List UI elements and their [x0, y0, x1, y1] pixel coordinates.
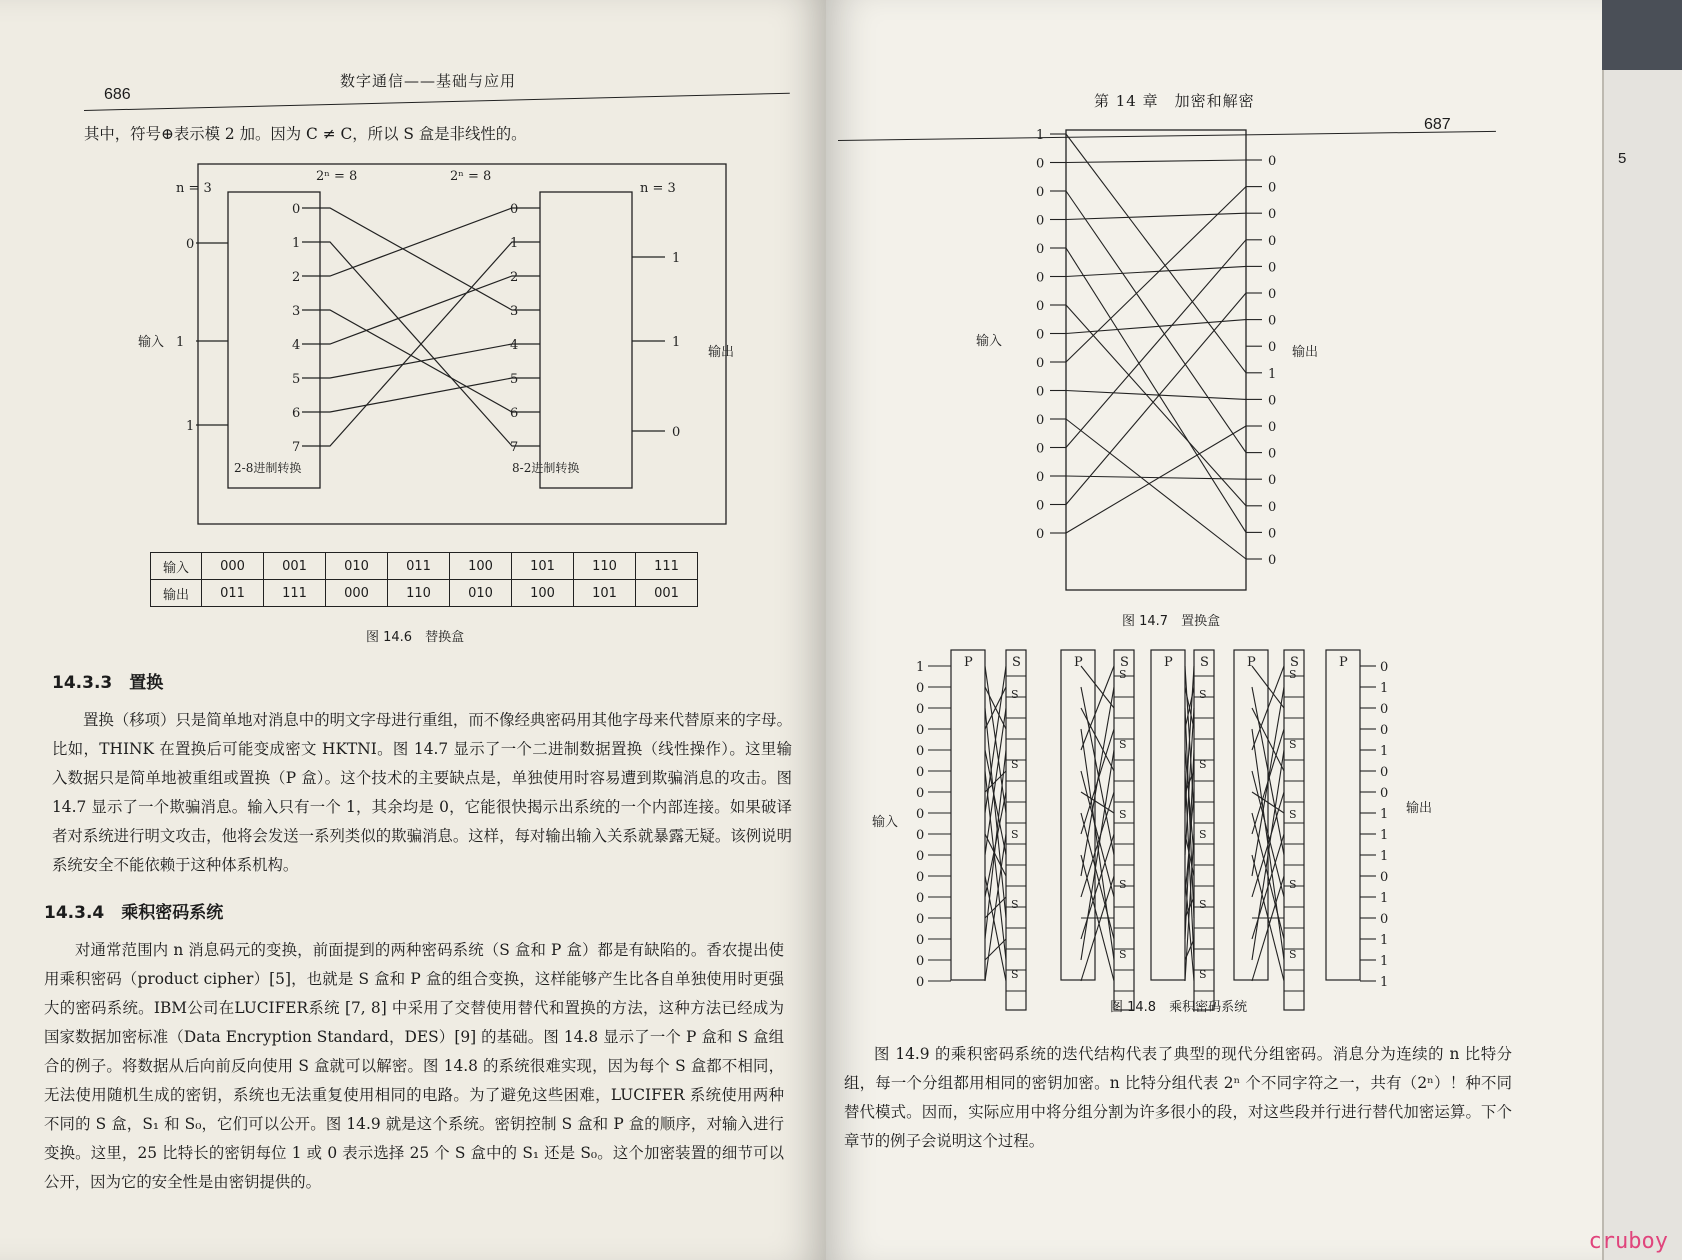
right-port-label: 6 — [510, 406, 519, 421]
s-box-label: S — [1199, 898, 1207, 911]
n-right-label: n = 3 — [640, 181, 676, 196]
output-bit: 0 — [1268, 473, 1277, 489]
output-bit: 1 — [1380, 828, 1389, 843]
table-cell: 010 — [450, 580, 512, 607]
input-bit: 0 — [916, 702, 925, 717]
n-left-label: n = 3 — [176, 181, 212, 196]
fig-14-6-sbox-diagram — [120, 150, 760, 550]
input-bit: 0 — [1036, 527, 1045, 542]
table-cell: 001 — [636, 580, 698, 607]
fig-14-6-caption: 图 14.6 替换盒 — [366, 630, 465, 645]
s-box-label: S — [1119, 668, 1127, 681]
input-bit: 1 — [186, 419, 195, 434]
right-port-label: 5 — [510, 372, 519, 387]
output-bit: 0 — [1268, 446, 1277, 462]
table-cell: 101 — [574, 580, 636, 607]
s-box-label: S — [1011, 828, 1019, 841]
output-bit: 0 — [1268, 420, 1277, 435]
stage-label: P — [1247, 655, 1256, 670]
page-number: 686 — [104, 86, 131, 103]
p-box — [1151, 650, 1185, 980]
left-port-label: 6 — [292, 406, 301, 421]
p-box — [1061, 650, 1095, 980]
stage-label: P — [964, 655, 973, 670]
cipher-wire — [1081, 666, 1114, 708]
cipher-wire — [985, 771, 1006, 960]
fig-14-8-caption: 图 14.8 乘积密码系统 — [1110, 1000, 1248, 1015]
output-bit: 1 — [672, 251, 681, 266]
output-bit: 0 — [1380, 870, 1389, 885]
permutation-wire — [1066, 213, 1246, 219]
stage-label: S — [1200, 655, 1209, 670]
left-port-label: 0 — [292, 202, 301, 217]
input-label: 输入 — [872, 815, 899, 830]
s-box-label: S — [1119, 878, 1127, 891]
two-n-left-label: 2ⁿ = 8 — [316, 169, 358, 184]
output-bit: 1 — [1380, 744, 1389, 759]
input-bit: 0 — [1036, 356, 1045, 371]
input-bit: 0 — [1036, 156, 1045, 172]
input-label: 输入 — [976, 334, 1003, 349]
p-box — [951, 650, 985, 980]
two-n-right-label: 2ⁿ = 8 — [450, 169, 492, 184]
permutation-wire — [1066, 293, 1246, 505]
input-bit: 0 — [916, 744, 925, 759]
s-box-label: S — [1289, 878, 1297, 891]
s-box-label: S — [1289, 948, 1297, 961]
input-bit: 1 — [1036, 128, 1045, 143]
input-bit: 1 — [176, 335, 185, 350]
left-port-label: 7 — [292, 440, 301, 455]
box-8-to-2 — [540, 192, 632, 488]
output-bit: 0 — [1268, 154, 1277, 169]
edge-page-number: 5 — [1618, 150, 1627, 167]
output-bit: 0 — [1268, 553, 1277, 568]
header-rule — [84, 93, 790, 111]
output-bit: 0 — [1268, 180, 1277, 196]
input-bit: 0 — [1036, 213, 1045, 229]
input-bit: 0 — [1036, 498, 1045, 514]
substitution-wire — [302, 378, 540, 412]
input-bit: 0 — [186, 237, 195, 252]
output-bit: 1 — [1380, 954, 1389, 969]
s-box-label: S — [1199, 828, 1207, 841]
input-bit: 0 — [1036, 299, 1045, 314]
input-bit: 0 — [1036, 270, 1045, 286]
pbox-frame — [1066, 130, 1246, 590]
s-box-label: S — [1199, 968, 1207, 981]
input-bit: 0 — [916, 954, 925, 969]
s-box-label: S — [1011, 898, 1019, 911]
output-bit: 0 — [1268, 233, 1277, 249]
input-bit: 0 — [916, 870, 925, 885]
cipher-wire — [1081, 792, 1114, 813]
output-label: 输出 — [708, 345, 735, 360]
right-port-label: 4 — [510, 338, 519, 353]
input-bit: 1 — [916, 660, 925, 675]
section-heading-14-3-3: 14.3.3 置换 — [52, 673, 164, 693]
table-cell: 100 — [450, 553, 512, 580]
stage-label: P — [1074, 655, 1083, 670]
s-box-label: S — [1289, 668, 1297, 681]
permutation-wire — [1066, 187, 1246, 362]
input-bit: 0 — [1036, 242, 1045, 257]
table-cell: 010 — [326, 553, 388, 580]
page-number: 687 — [1424, 116, 1451, 133]
substitution-wire — [302, 344, 540, 378]
table-cell: 100 — [512, 580, 574, 607]
output-bit: 0 — [1380, 786, 1389, 801]
fig-14-7-caption: 图 14.7 置换盒 — [1122, 614, 1221, 629]
output-bit: 1 — [1380, 849, 1389, 864]
right-port-label: 1 — [510, 236, 519, 251]
s-box-label: S — [1011, 758, 1019, 771]
table-cell: 110 — [388, 580, 450, 607]
stage-label: S — [1120, 655, 1129, 670]
output-bit: 1 — [1380, 807, 1389, 822]
substitution-wire — [302, 208, 540, 310]
box-2-to-8 — [228, 192, 320, 488]
watermark: cruboy — [1588, 1229, 1668, 1254]
right-port-label: 7 — [510, 440, 519, 455]
right-page — [826, 0, 1602, 1260]
output-bit: 0 — [1268, 207, 1277, 223]
output-bit: 0 — [1380, 702, 1389, 717]
output-bit: 0 — [1380, 912, 1389, 927]
table-cell: 111 — [264, 580, 326, 607]
output-bit: 0 — [1268, 393, 1277, 409]
input-bit: 0 — [1036, 384, 1045, 400]
stage-label: P — [1339, 655, 1348, 670]
input-bit: 0 — [1036, 185, 1045, 200]
left-port-label: 4 — [292, 338, 301, 353]
output-bit: 1 — [1380, 933, 1389, 948]
input-bit: 0 — [916, 681, 925, 696]
output-bit: 1 — [1268, 366, 1277, 382]
output-bit: 0 — [1268, 313, 1277, 329]
input-bit: 0 — [916, 786, 925, 801]
output-bit: 0 — [1268, 499, 1277, 515]
table-row-input — [151, 553, 698, 580]
section-heading-14-3-4: 14.3.4 乘积密码系统 — [44, 903, 224, 923]
output-bit: 0 — [1268, 260, 1277, 276]
input-bit: 0 — [916, 807, 925, 822]
table-cell: 111 — [636, 553, 698, 580]
table-cell: 011 — [388, 553, 450, 580]
table-cell: 110 — [574, 553, 636, 580]
s-box-label: S — [1289, 738, 1297, 751]
input-bit: 0 — [916, 828, 925, 843]
left-port-label: 2 — [292, 270, 301, 285]
output-bit: 0 — [1268, 526, 1277, 542]
table-cell: 001 — [264, 553, 326, 580]
table-cell: 000 — [326, 580, 388, 607]
input-label: 输入 — [138, 335, 165, 350]
table-cell: 101 — [512, 553, 574, 580]
running-head: 数字通信——基础与应用 — [340, 72, 517, 90]
input-bit: 0 — [1036, 470, 1045, 485]
output-bit: 1 — [672, 335, 681, 350]
output-bit: 1 — [1380, 975, 1389, 990]
s-box-label: S — [1011, 688, 1019, 701]
body-paragraph: 图 14.9 的乘积密码系统的迭代结构代表了典型的现代分组密码。消息分为连续的 n 比特分组，每一个分组都用相同的密钥加密。n 比特分组代表 2ⁿ 个不同字符之一，共有（2ⁿ）！种不同替代模式。因而，实际应用中将分组分割为许多很小的段，对这些段并行进行替代加密运算。下个章节的例子会说明这个过程。 — [844, 1045, 1512, 1150]
output-bit: 0 — [1380, 723, 1389, 738]
output-bit: 0 — [1268, 340, 1277, 356]
intro-line: 其中，符号⊕表示模 2 加。因为 C ≠ C，所以 S 盒是非线性的。 — [84, 125, 527, 143]
input-bit: 0 — [916, 975, 925, 990]
permutation-wire — [1066, 248, 1246, 532]
input-bit: 0 — [1036, 413, 1045, 428]
input-bit: 0 — [916, 912, 925, 927]
stage-label: S — [1012, 655, 1021, 670]
permutation-wire — [1066, 426, 1246, 533]
fig-14-8-product-cipher-diagram — [872, 636, 1456, 1016]
substitution-wire — [302, 208, 540, 276]
next-page-edge — [1602, 70, 1682, 1260]
output-bit: 0 — [1268, 287, 1277, 302]
output-bit: 1 — [1380, 681, 1389, 696]
input-bit: 0 — [916, 849, 925, 864]
input-bit: 0 — [916, 891, 925, 906]
permutation-wire — [1066, 134, 1246, 373]
output-bit: 1 — [1380, 891, 1389, 906]
right-port-label: 2 — [510, 270, 519, 285]
permutation-wire — [1066, 160, 1246, 163]
output-label: 输出 — [1406, 801, 1433, 816]
sbox-mapping-table — [150, 552, 698, 607]
table-cell: 011 — [202, 580, 264, 607]
output-bit: 0 — [672, 425, 681, 440]
input-bit: 0 — [916, 723, 925, 738]
input-bit: 0 — [916, 933, 925, 948]
s-box-label: S — [1199, 688, 1207, 701]
right-port-label: 0 — [510, 202, 519, 217]
output-bit: 0 — [1380, 660, 1389, 675]
stage-label: S — [1290, 655, 1299, 670]
left-port-label: 5 — [292, 372, 301, 387]
input-bit: 0 — [1036, 441, 1045, 457]
box-left-label: 2-8进制转换 — [234, 461, 302, 475]
s-box-label: S — [1011, 968, 1019, 981]
table-header: 输出 — [151, 580, 202, 607]
fig-14-7-pbox-diagram — [886, 120, 1386, 610]
box-right-label: 8-2进制转换 — [512, 461, 580, 475]
running-head: 第 14 章 加密和解密 — [1094, 92, 1255, 110]
s-box-label: S — [1119, 808, 1127, 821]
left-port-label: 3 — [292, 304, 301, 319]
s-box-label: S — [1199, 758, 1207, 771]
cipher-wire — [1081, 666, 1114, 750]
table-row-output — [151, 580, 698, 607]
left-port-label: 1 — [292, 236, 301, 251]
input-bit: 0 — [916, 765, 925, 780]
p-box — [1326, 650, 1360, 980]
table-cell: 000 — [202, 553, 264, 580]
section-14-3-3-text: 置换（移项）只是简单地对消息中的明文字母进行重组，而不像经典密码用其他字母来代替原来的字母。比如，THINK 在置换后可能变成密文 HKTNI。图 14.7 显示了一个二进制数据置换（线性操作）。这里输入数据只是简单地被重组或置换（P 盒）。这个技术的主要缺点是，单独使用时容易遭到欺骗消息的攻击。图 14.7 显示了一个欺骗消息。输入只有一个 1，其余均是 0，它能很快揭示出系统的一个内部连接。如果破译者对系统进行明文攻击，他将会发送一系列类似的欺骗消息。这样，每对输出输入关系就暴露无疑。该例说明系统安全不能依赖于这种体系机构。 — [52, 711, 792, 874]
output-label: 输出 — [1292, 345, 1319, 360]
substitution-wire — [302, 276, 540, 344]
right-port-label: 3 — [510, 304, 519, 319]
section-14-3-4-text: 对通常范围内 n 消息码元的变换，前面提到的两种密码系统（S 盒和 P 盒）都是有缺陷的。香农提出使用乘积密码（product cipher）[5]，也就是 S 盒和 P 盒的组合变换，这样能够产生比各自单独使用时更强大的密码系统。IBM公司在LUCIFER系统 [7, 8] 中采用了交替使用替代和置换的方法，这种方法已经成为国家数据加密标准（Data Encryption Standard，DES）[9] 的基础。图 14.8 显示了一个 P 盒和 S 盒组合的例子。将数据从后向前反向使用 S 盒就可以解密。图 14.8 的系统很难实现，因为每个 S 盒都不相同，无法使用随机生成的密钥，系统也无法重复使用相同的电路。为了避免这些困难，LUCIFER 系统使用两种不同的 S 盒，S₁ 和 S₀，它们可以公开。图 14.9 就是这个系统。密钥控制 S 盒和 P 盒的顺序，对输入进行变换。这里，25 比特长的密钥每位 1 或 0 表示选择 25 个 S 盒中的 S₁ 还是 S₀。这个加密装置的细节可以公开，因为它的安全性是由密钥提供的。 — [44, 941, 784, 1191]
output-bit: 0 — [1380, 765, 1389, 780]
s-box-label: S — [1119, 948, 1127, 961]
input-bit: 0 — [1036, 327, 1045, 343]
stage-label: P — [1164, 655, 1173, 670]
table-header: 输入 — [151, 553, 202, 580]
left-page — [0, 0, 826, 1260]
s-box-label: S — [1119, 738, 1127, 751]
s-box-label: S — [1289, 808, 1297, 821]
